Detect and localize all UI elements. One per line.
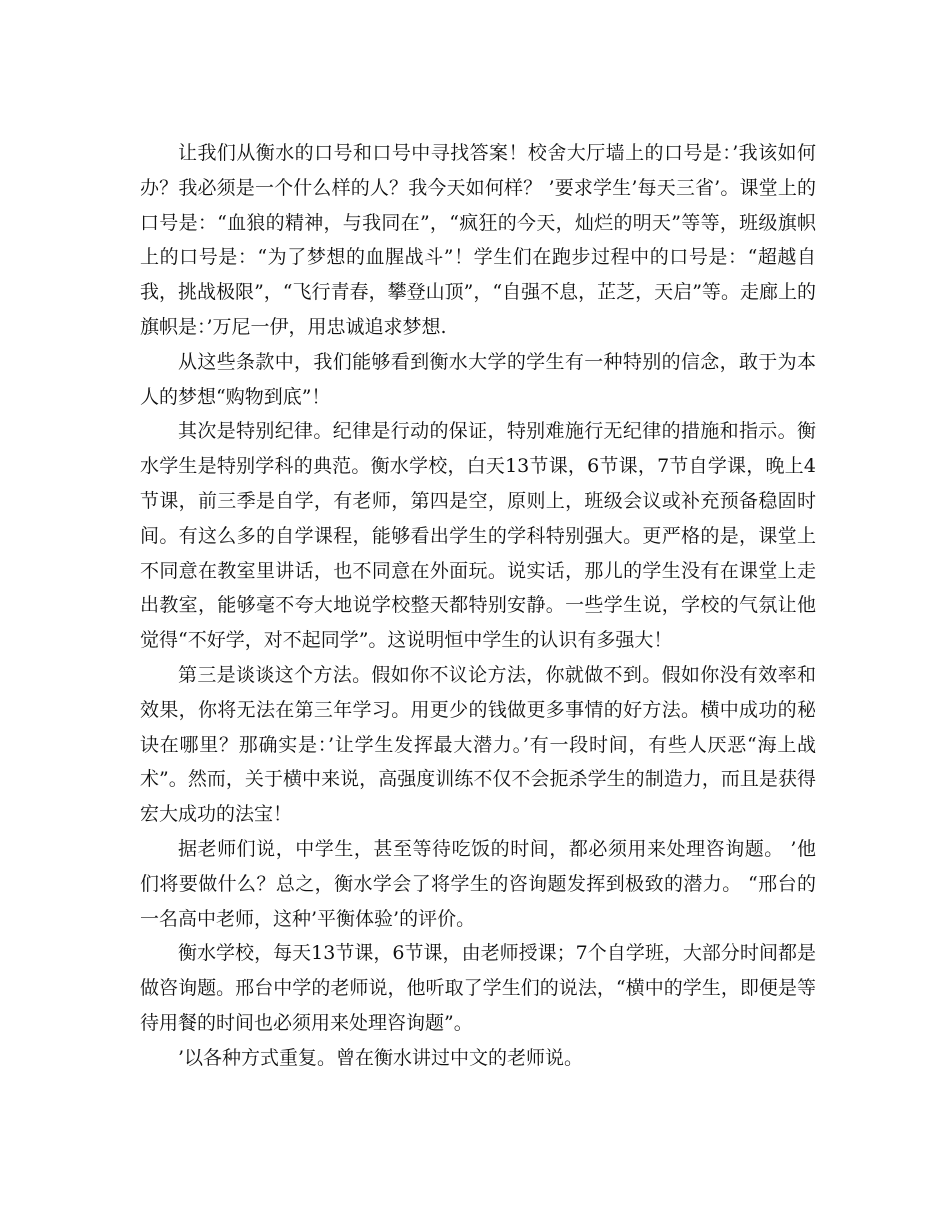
paragraph-repeat: ’以各种方式重复。曾在衡水讲过中文的老师说。 (178, 1046, 584, 1069)
paragraph-belief: 从这些条款中，我们能够看到衡水大学的学生有一种特别的信念，敢于为本人的梦想“购物到底”！ (140, 350, 816, 408)
paragraph-discipline: 其次是特别纪律。纪律是行动的保证，特别难施行无纪律的措施和指示。衡水学生是特别学科的典范。衡水学校，白天13节课，6节课，7节自学课，晚上4节课，前三季是自学，有老师，第四是空，原则上，班级会议或补充预备稳固时间。有这么多的自学课程，能够看出学生的学科特别强大。更严格的是，课堂上不同意在教室里讲话，也不同意在外面玩。说实话，那儿的学生没有在课堂上走出教室，能够毫不夸大地说学校整天都特别安静。一些学生说，学校的气氛让他觉得“不好学，对不起同学”。这说明恒中学生的认识有多强大！ (140, 420, 816, 652)
document-body (140, 136, 816, 1076)
paragraph-teachers: 据老师们说，中学生，甚至等待吃饭的时间，都必须用来处理咨询题。 ’他们将要做什么？总之，衡水学会了将学生的咨询题发挥到极致的潜力。 “邢台的一名高中老师，这种’平衡体验’的评价。 (140, 837, 816, 930)
paragraph-method: 第三是谈谈这个方法。假如你不议论方法，你就做不到。假如你没有效率和效果，你将无法在第三年学习。用更少的钱做更多事情的好方法。横中成功的秘诀在哪里？那确实是：’让学生发挥最大潜力。’有一段时间，有些人厌恶“海上战术”。然而，关于横中来说，高强度训练不仅不会扼杀学生的制造力，而且是获得宏大成功的法宝！ (140, 663, 816, 826)
paragraph-slogans: 让我们从衡水的口号和口号中寻找答案！校舍大厅墙上的口号是：’我该如何办？我必须是一个什么样的人？我今天如何样？ ’要求学生’每天三省’。课堂上的口号是：“血狼的精神，与我同在”，“疯狂的今天，灿烂的明天”等等，班级旗帜上的口号是：“为了梦想的血腥战斗”！学生们在跑步过程中的口号是：“超越自我，挑战极限”，“飞行青春，攀登山顶”，“自强不息，芷芝，天启”等。走廊上的旗帜是：’万尼一伊，用忠诚追求梦想. (140, 142, 816, 338)
paragraph-schedule: 衡水学校，每天13节课，6节课，由老师授课；7个自学班，大部分时间都是做咨询题。邢台中学的老师说，他听取了学生们的说法，“横中的学生，即便是等待用餐的时间也必须用来处理咨询题”。 (140, 942, 816, 1034)
